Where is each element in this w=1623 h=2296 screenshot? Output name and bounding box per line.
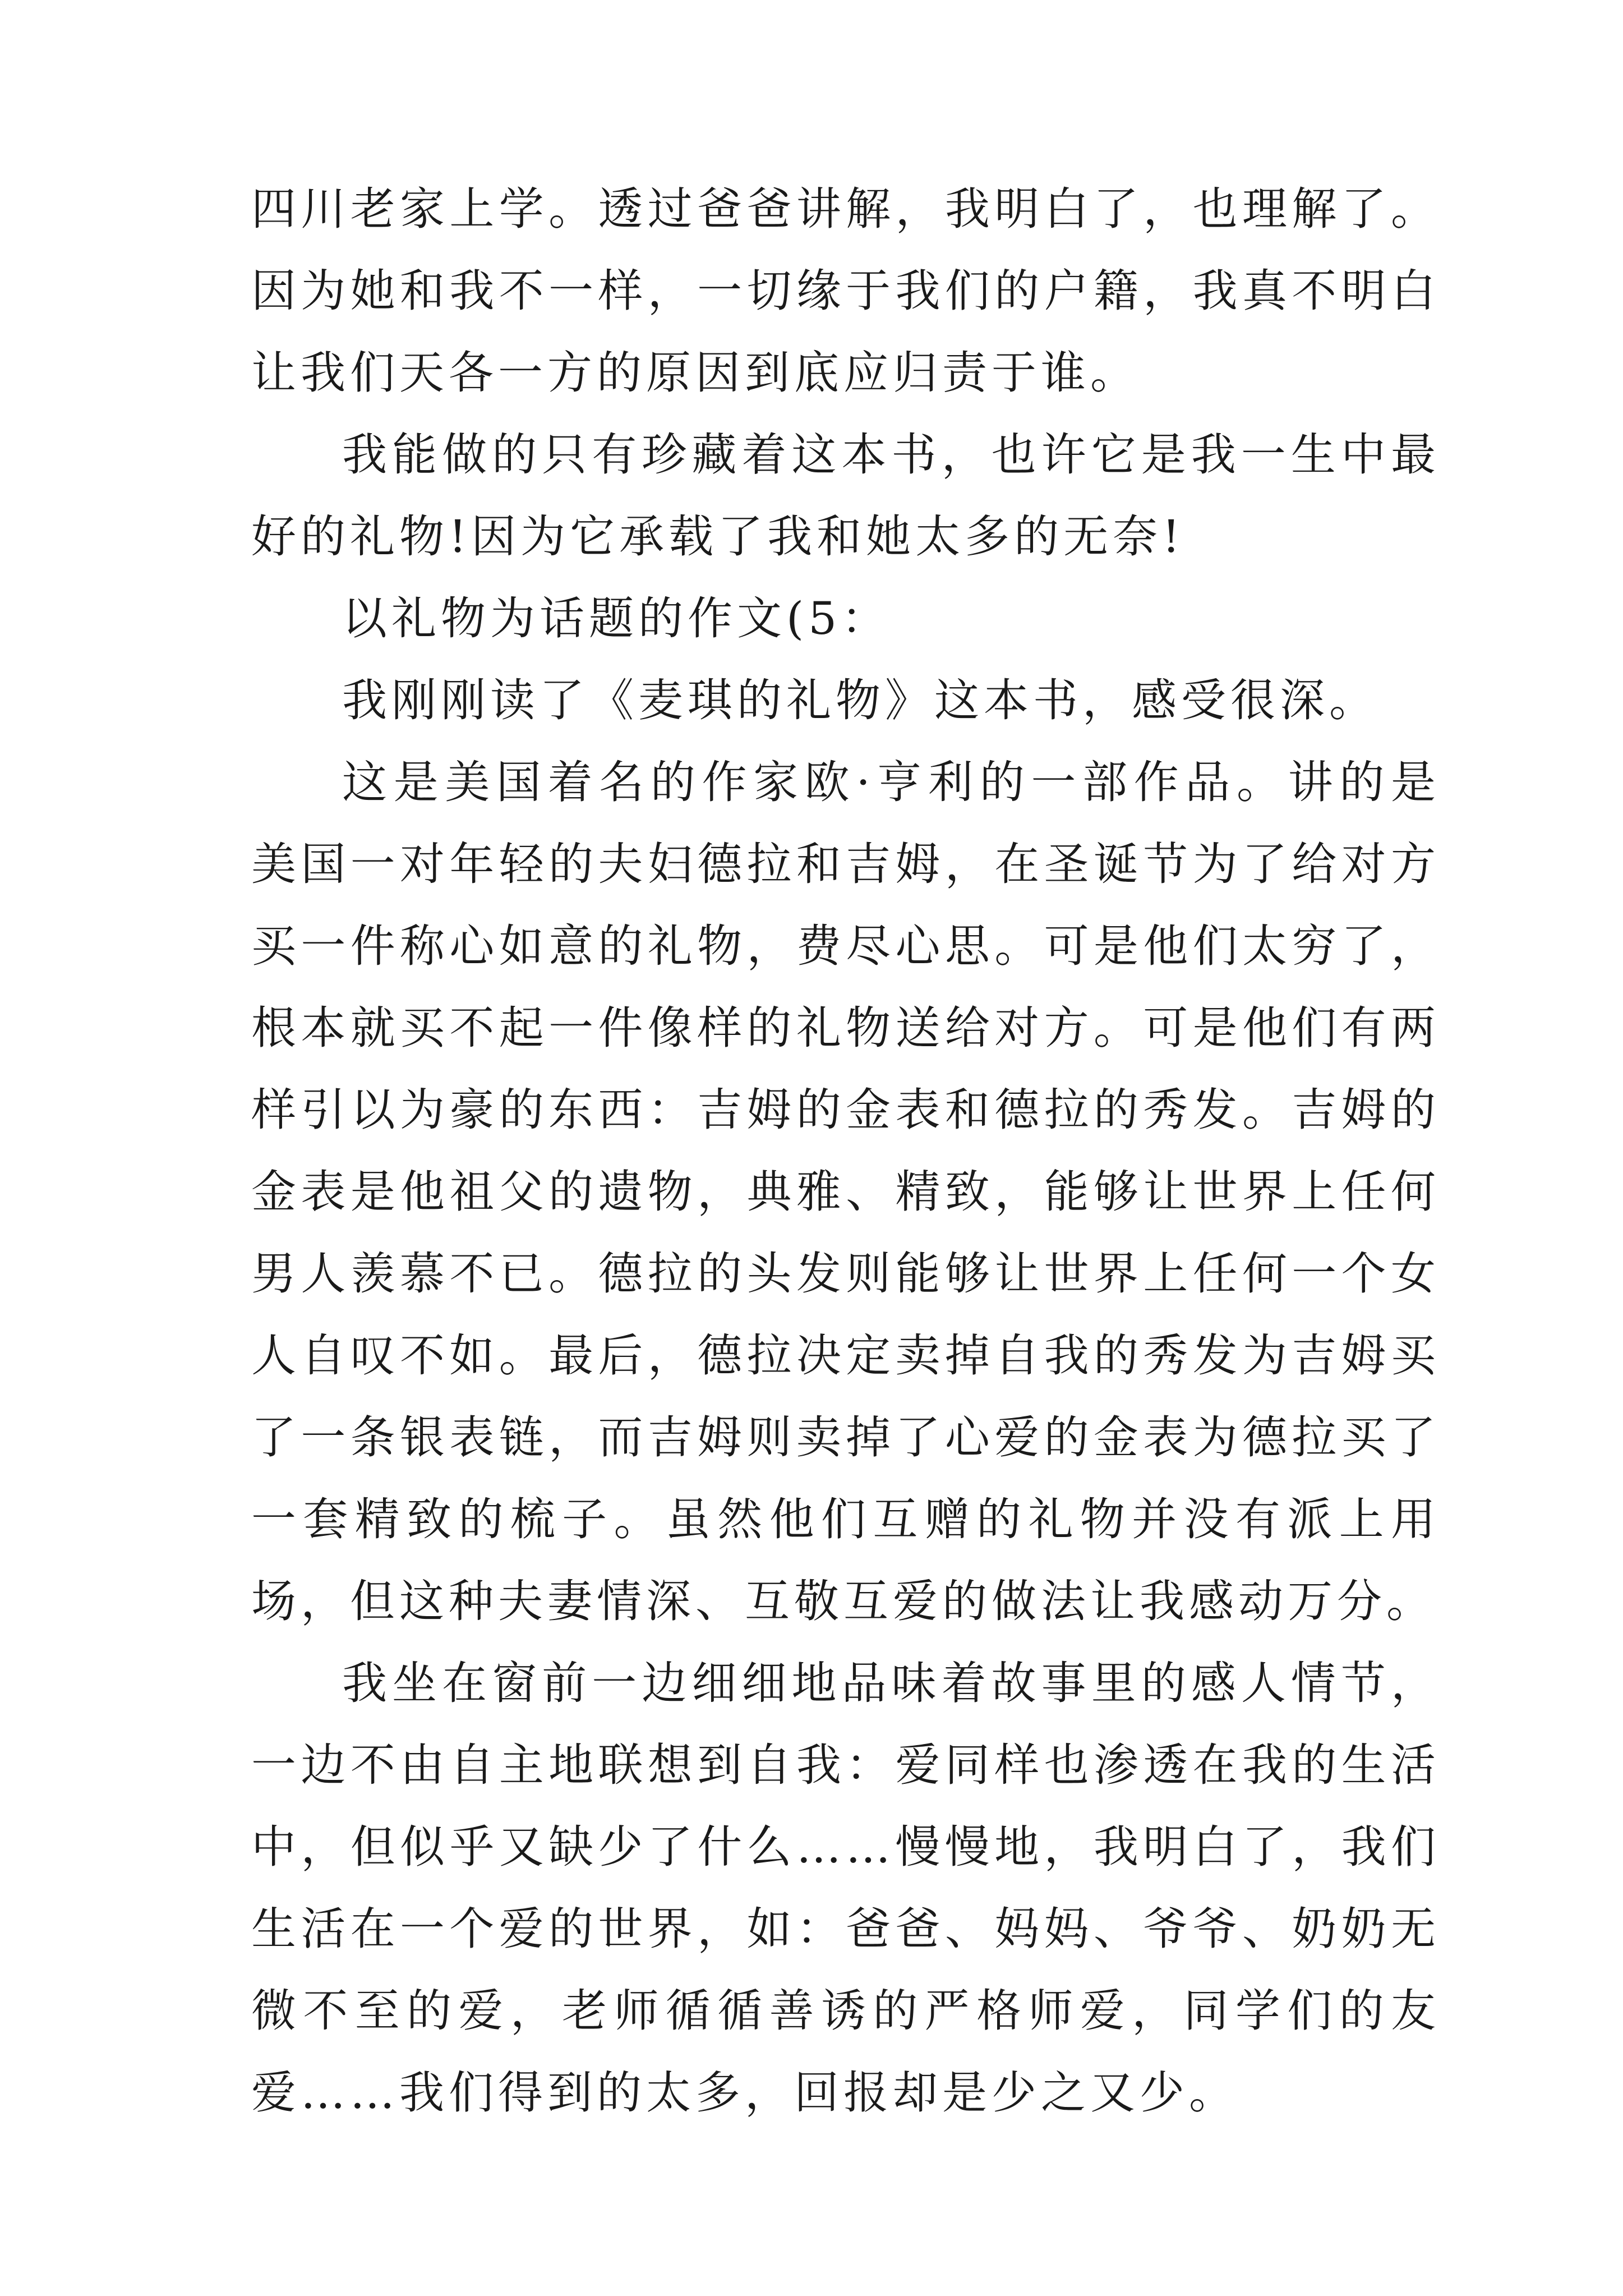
document-body <box>251 168 1440 2134</box>
paragraph: 这是美国着名的作家欧·亨利的一部作品。讲的是美国一对年轻的夫妇德拉和吉姆，在圣诞节为了给对方买一件称心如意的礼物，费尽心思。可是他们太穷了，根本就买不起一件像样的礼物送给对方。可是他们有两样引以为豪的东西：吉姆的金表和德拉的秀发。吉姆的金表是他祖父的遗物，典雅、精致，能够让世界上任何男人羡慕不已。德拉的头发则能够让世界上任何一个女人自叹不如。最后，德拉决定卖掉自我的秀发为吉姆买了一条银表链，而吉姆则卖掉了心爱的金表为德拉买了一套精致的梳子。虽然他们互赠的礼物并没有派上用场，但这种夫妻情深、互敬互爱的做法让我感动万分。 <box>251 756 1440 1627</box>
paragraph: 我坐在窗前一边细细地品味着故事里的感人情节，一边不由自主地联想到自我：爱同样也渗透在我的生活中，但似乎又缺少了什么……慢慢地，我明白了，我们生活在一个爱的世界，如：爸爸、妈妈、爷爷、奶奶无微不至的爱，老师循循善诱的严格师爱，同学们的友爱……我们得到的太多，回报却是少之又少。 <box>251 1657 1440 2119</box>
paragraph: 我能做的只有珍藏着这本书，也许它是我一生中最好的礼物!因为它承载了我和她太多的无奈! <box>251 429 1440 563</box>
section-heading: 以礼物为话题的作文(5： <box>342 592 891 645</box>
paragraph: 我刚刚读了《麦琪的礼物》这本书，感受很深。 <box>342 674 1378 726</box>
paragraph: 四川老家上学。透过爸爸讲解，我明白了，也理解了。因为她和我不一样，一切缘于我们的户籍，我真不明白让我们天各一方的原因到底应归责于谁。 <box>251 183 1440 399</box>
